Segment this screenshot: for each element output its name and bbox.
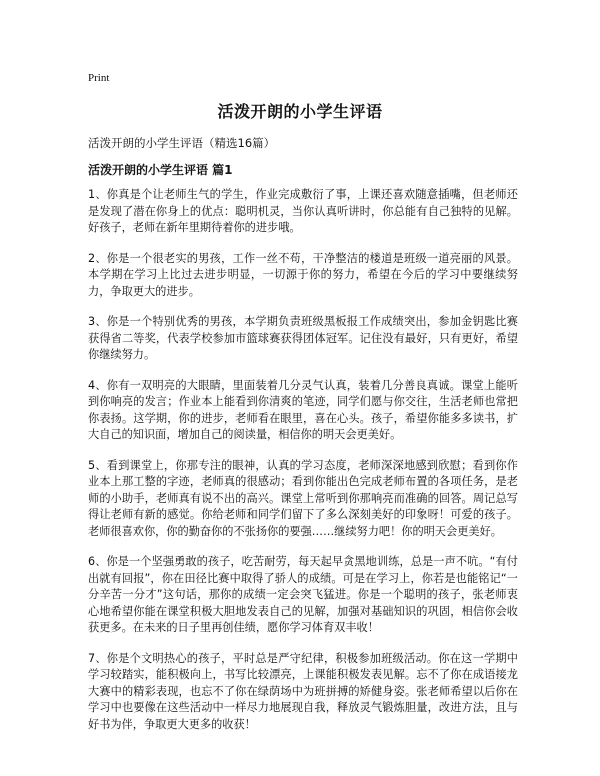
paragraph-2: 2、你是一个很老实的男孩，工作一丝不苟，干净整洁的楼道是班级一道亮丽的风景。本学期在学习上比过去进步明显，一切源于你的努力，希望在今后的学习中要继续努力，争取更大的进步。: [88, 251, 518, 298]
page-title: 活泼开朗的小学生评语: [217, 102, 383, 121]
section-heading: 活泼开朗的小学生评语 篇1: [88, 163, 233, 177]
paragraph-5: 5、看到课堂上，你那专注的眼神，认真的学习态度，老师深深地感到欣慰；看到你作业本上那工整的字迹，老师真的很感动；看到你能出色完成老师布置的各项任务，是老师的小助手，老师真有说不出的高兴。课堂上常听到你那响亮而准确的回答。周记总写得让老师有新的感觉。你给老师和同学们留下了多么深刻美好的印象呀！可爱的孩子。老师很喜欢你，你的勤奋你的不张扬你的要强……继续努力吧！你的明天会更美好。: [88, 458, 518, 538]
document-subtitle: 活泼开朗的小学生评语（精选16篇）: [88, 136, 276, 150]
paragraph-3: 3、你是一个特别优秀的男孩，本学期负责班级黑板报工作成绩突出，参加金钥匙比赛获得省二等奖，代表学校参加市篮球赛获得团体冠军。记住没有最好，只有更好，希望你继续努力。: [88, 315, 518, 361]
paragraph-7: 7、你是个文明热心的孩子，平时总是严守纪律，积极参加班级活动。你在这一学期中学习较踏实，能积极向上，书写比较漂亮，上课能积极发表见解。忘不了你在成语接龙大赛中的精彩表现，也忘不了你在绿荫场中为班拼搏的矫健身姿。张老师希望以后你在学习中也要像在这些活动中一样尽力地展现自我，释放灵气锻炼胆量，改进方法，且与好书为伴，争取更大更多的收获！: [88, 651, 518, 731]
document-body: [88, 187, 518, 747]
paragraph-1: 1、你真是个让老师生气的学生，作业完成敷衍了事，上课还喜欢随意插嘴，但老师还是发现了潜在你身上的优点：聪明机灵，当你认真听讲时，你总能有自己独特的见解。好孩子，老师在新年里期待着你的进步哦。: [88, 188, 518, 234]
paragraph-4: 4、你有一双明亮的大眼睛，里面装着几分灵气认真，装着几分善良真诚。课堂上能听到你响亮的发言；作业本上能看到你清爽的笔迹，同学们愿与你交往，生活老师也常把你表扬。这学期，你的进步，老师看在眼里，喜在心头。孩子，希望你能多多读书，扩大自己的知识面，增加自己的阅读量，相信你的明天会更美好。: [88, 378, 518, 441]
paragraph-6: 6、你是一个坚强勇敢的孩子，吃苦耐劳，每天起早贪黑地训练，总是一声不吭。“有付出就有回报”，你在田径比赛中取得了骄人的成绩。可是在学习上，你若是也能铭记“一分辛苦一分才”这句话，那你的成绩一定会突飞猛进。你是一个聪明的孩子，张老师衷心地希望你能在课堂积极大胆地发表自己的见解，加强对基础知识的巩固，相信你会收获更多。在未来的日子里再创佳绩，愿你学习体育双丰收！: [88, 555, 518, 634]
print-link[interactable]: Print: [88, 72, 110, 84]
